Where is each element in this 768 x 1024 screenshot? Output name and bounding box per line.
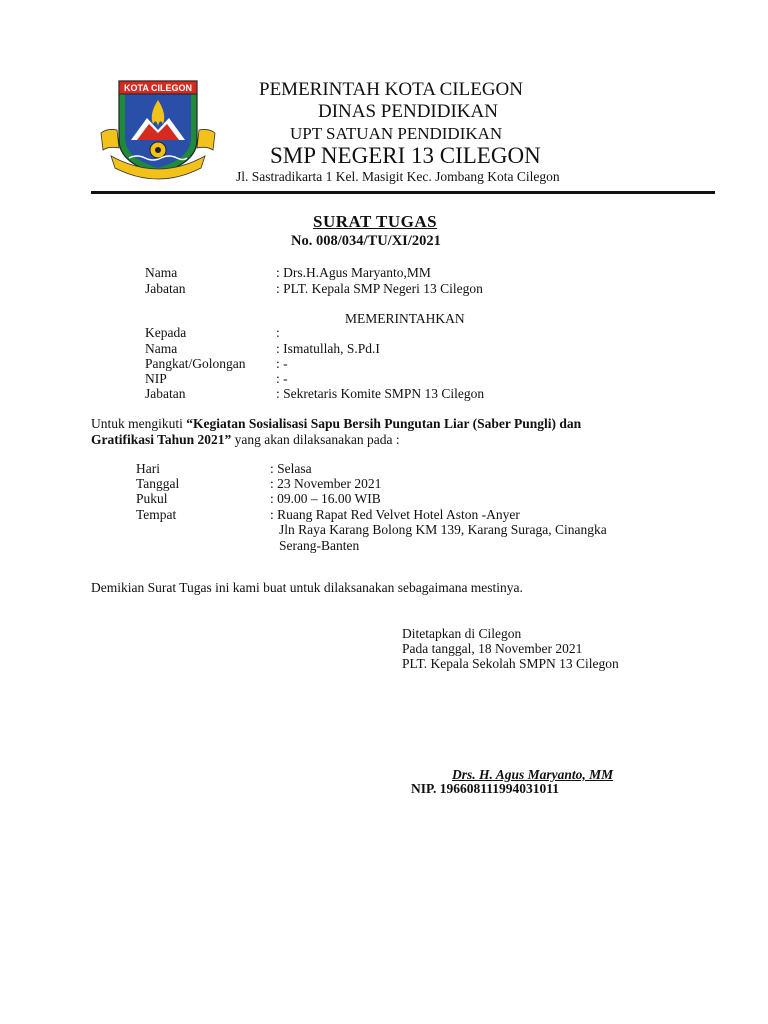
signatory-nip: NIP. 196608111994031011 — [411, 781, 560, 796]
document-title: SURAT TUGAS — [313, 212, 438, 231]
time-value: : 09.00 – 16.00 WIB — [270, 491, 381, 506]
issuer-position-label: Jabatan — [145, 281, 186, 296]
government-name: PEMERINTAH KOTA CILEGON — [259, 79, 523, 100]
issuer-name-label: Nama — [145, 265, 178, 280]
logo-text: KOTA CILEGON — [124, 83, 192, 93]
signature-place: Ditetapkan di Cilegon — [402, 626, 522, 641]
body-prefix: Untuk mengikuti — [91, 416, 187, 431]
city-emblem-logo — [97, 78, 219, 180]
venue-value-line-2: Jln Raya Karang Bolong KM 139, Karang Suraga, Cinangka — [279, 522, 607, 537]
issuer-position-value: : PLT. Kepala SMP Negeri 13 Cilegon — [276, 281, 483, 296]
school-address: Jl. Sastradikarta 1 Kel. Masigit Kec. Jombang Kota Cilegon — [236, 169, 560, 184]
recipient-to-label: Kepada — [145, 325, 187, 340]
unit-name: UPT SATUAN PENDIDIKAN — [290, 124, 503, 143]
recipient-to-value: : — [276, 325, 280, 340]
venue-label: Tempat — [136, 507, 177, 522]
recipient-rank-value: : - — [276, 356, 288, 371]
signatory-name: Drs. H. Agus Maryanto, MM — [452, 767, 614, 782]
school-name: SMP NEGERI 13 CILEGON — [270, 143, 541, 168]
recipient-rank-label: Pangkat/Golongan — [145, 356, 246, 371]
closing-statement: Demikian Surat Tugas ini kami buat untuk dilaksanakan sebagaimana mestinya. — [91, 580, 523, 595]
event-name-part-2: Gratifikasi Tahun 2021” — [91, 432, 232, 447]
document-number: No. 008/034/TU/XI/2021 — [291, 233, 441, 249]
letterhead-divider — [91, 191, 715, 194]
day-value: : Selasa — [270, 461, 312, 476]
recipient-name-value: : Ismatullah, S.Pd.I — [276, 341, 380, 356]
date-label: Tanggal — [136, 476, 180, 491]
recipient-position-value: : Sekretaris Komite SMPN 13 Cilegon — [276, 386, 485, 401]
time-label: Pukul — [136, 491, 168, 506]
signature-position: PLT. Kepala Sekolah SMPN 13 Cilegon — [402, 656, 619, 671]
event-name-part-1: “Kegiatan Sosialisasi Sapu Bersih Pungutan Liar (Saber Pungli) dan — [186, 416, 582, 431]
recipient-name-label: Nama — [145, 341, 178, 356]
body-line-2 — [91, 432, 400, 448]
issuer-name-value: : Drs.H.Agus Maryanto,MM — [276, 265, 431, 280]
venue-value-line-1: : Ruang Rapat Red Velvet Hotel Aston -Anyer — [270, 507, 520, 522]
signature-date: Pada tanggal, 18 November 2021 — [402, 641, 583, 656]
body-suffix: yang akan dilaksanakan pada : — [231, 432, 400, 447]
date-value: : 23 November 2021 — [270, 476, 382, 491]
day-label: Hari — [136, 461, 160, 476]
recipient-position-label: Jabatan — [145, 386, 186, 401]
recipient-nip-label: NIP — [145, 371, 167, 386]
recipient-nip-value: : - — [276, 371, 288, 386]
command-heading: MEMERINTAHKAN — [345, 311, 465, 326]
body-line-1 — [91, 416, 581, 432]
venue-value-line-3: Serang-Banten — [279, 538, 360, 553]
department-name: DINAS PENDIDIKAN — [318, 101, 498, 122]
